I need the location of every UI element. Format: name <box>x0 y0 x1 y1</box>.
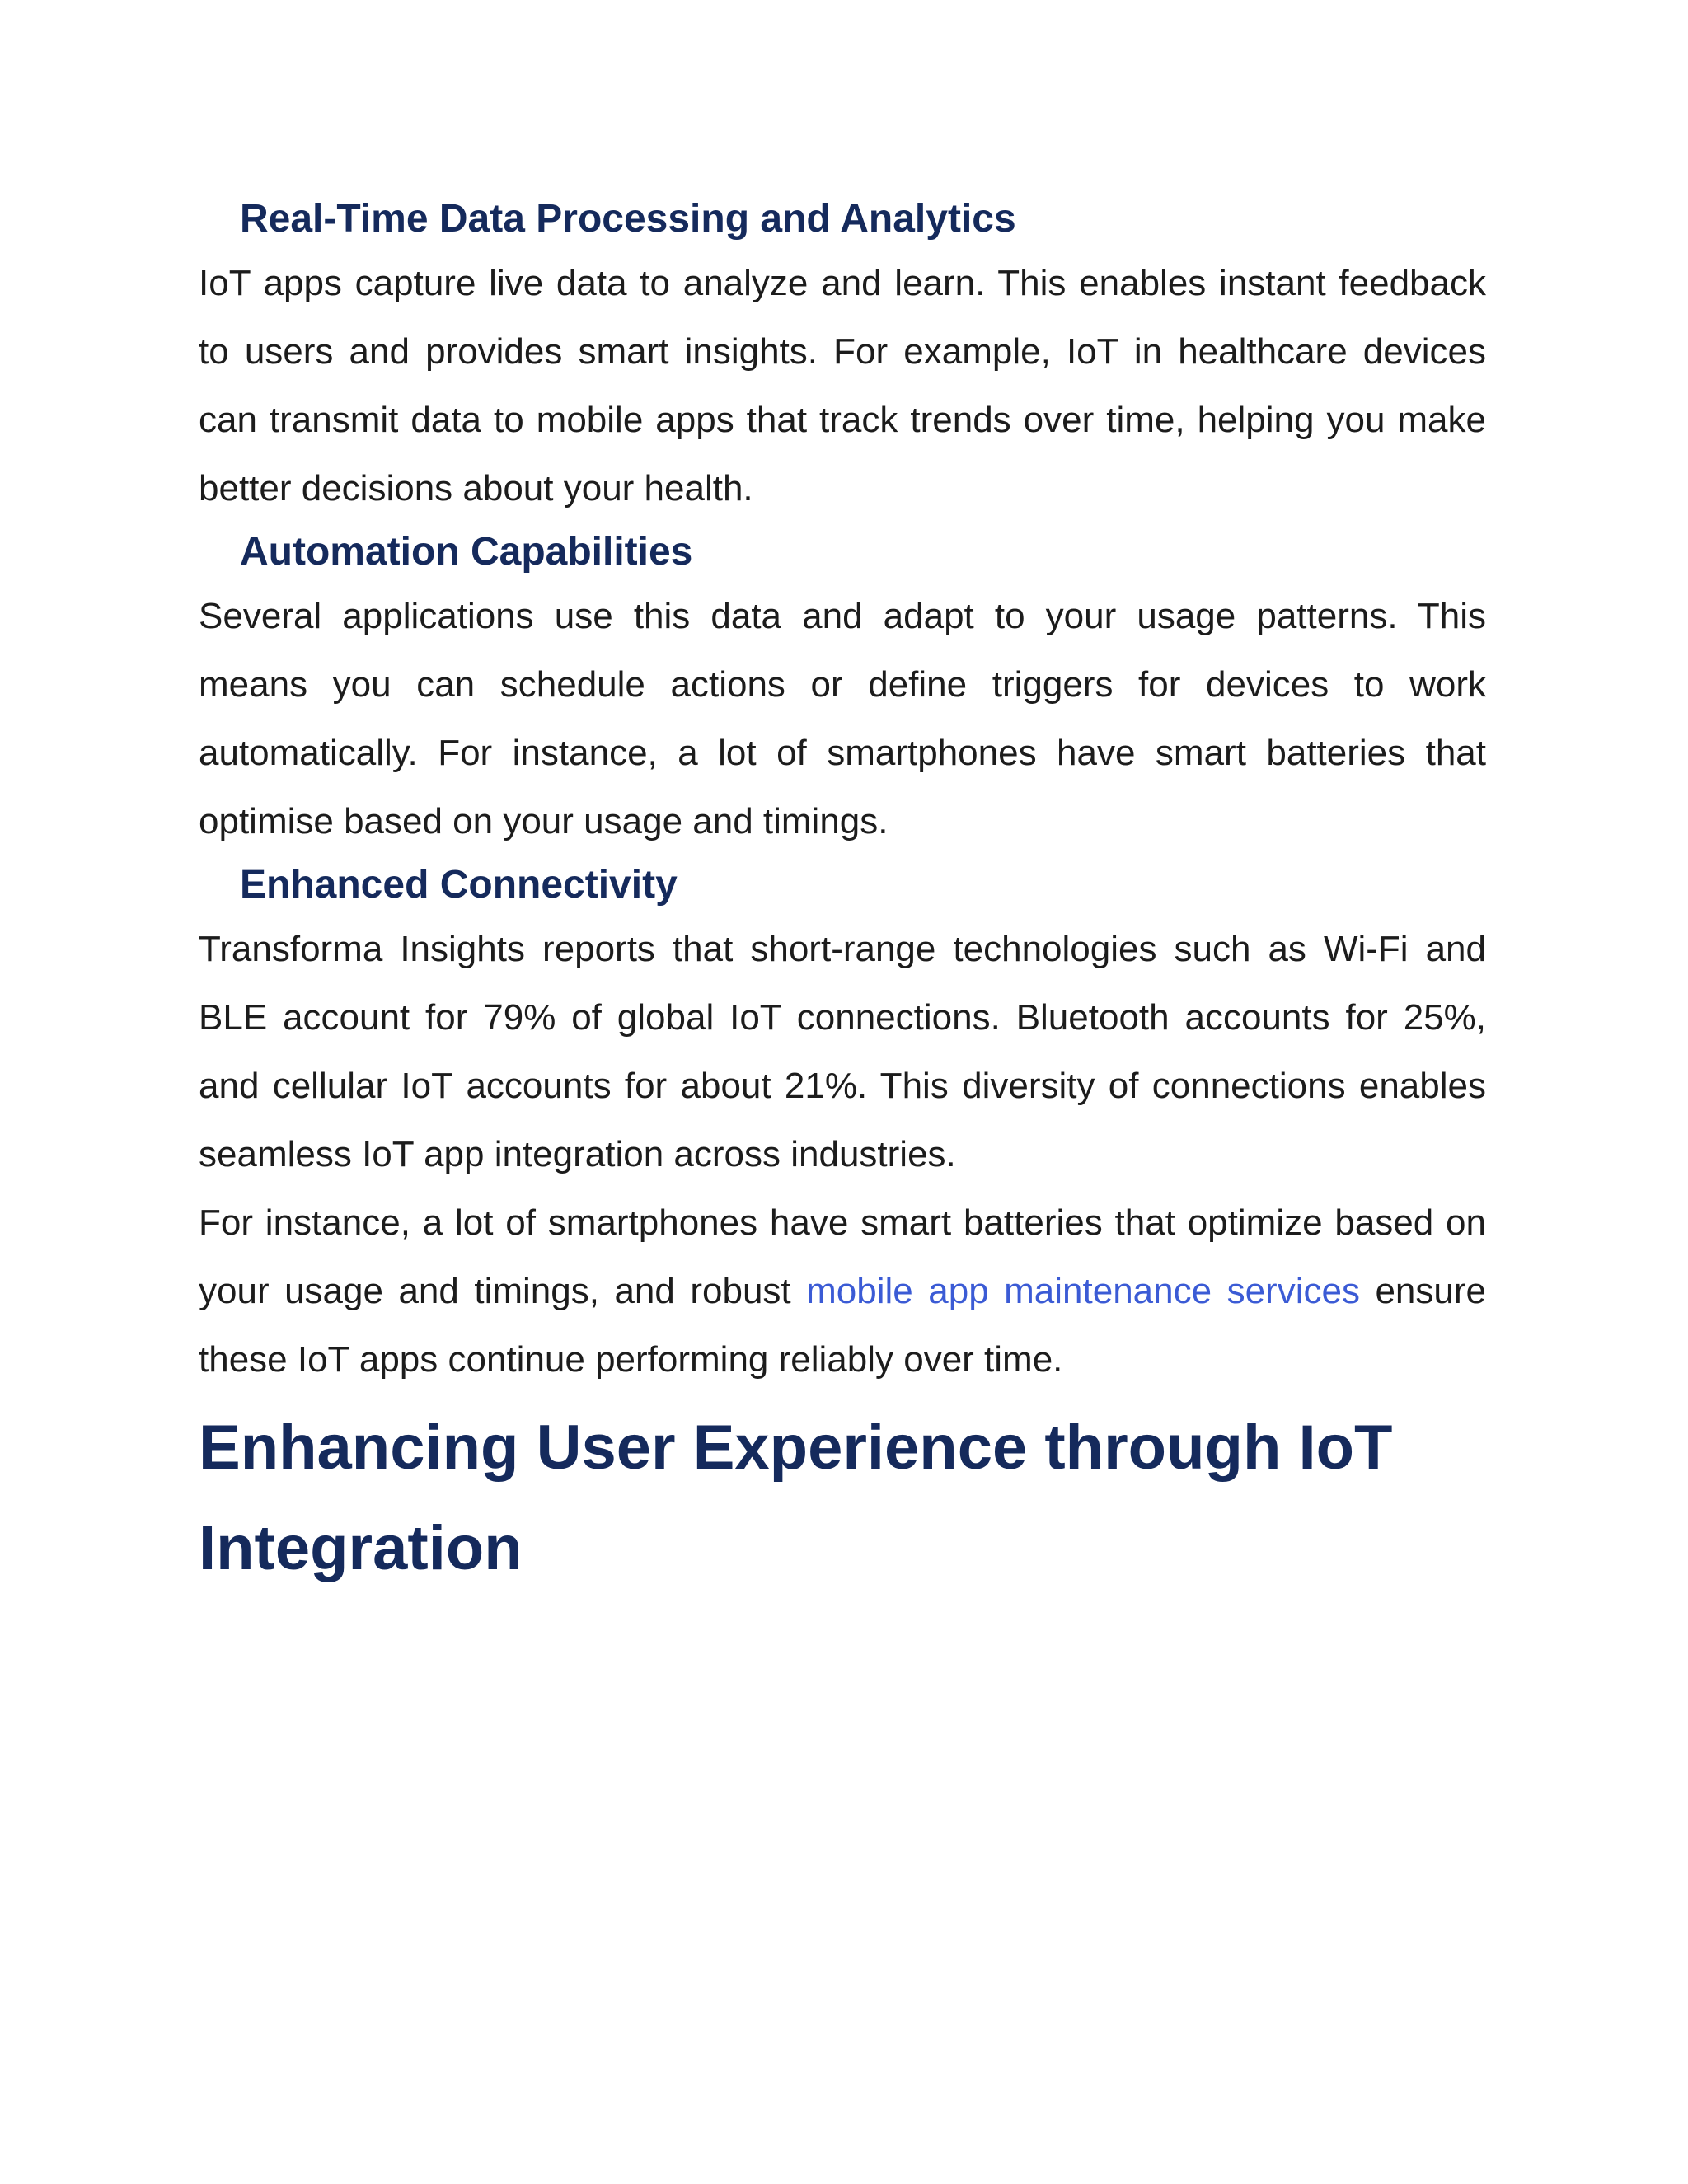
section-paragraph-realtime: IoT apps capture live data to analyze and learn. This enables instant feedback to users and provides smart insights. For example, IoT in healthcare devices can transmit data to mobile apps that track trends over time, helping you make better decisions about your health. <box>199 263 1486 509</box>
section-paragraph-automation: Several applications use this data and adapt to your usage patterns. This means you can schedule actions or define triggers for devices to work automatically. For instance, a lot of smartphones have smart batteries that optimise based on your usage and timings. <box>199 596 1486 841</box>
closing-text-before-link: For instance, a lot of smartphones have smart batteries that optimize based on your usage and timings, and robust <box>199 1202 1486 1311</box>
section-heading-connectivity: Enhanced Connectivity <box>240 863 678 907</box>
closing-paragraph <box>199 1188 1486 1394</box>
section-heading-automation: Automation Capabilities <box>240 530 693 574</box>
section-paragraph-connectivity: Transforma Insights reports that short-range technologies such as Wi-Fi and BLE account for 79% of global IoT connections. Bluetooth accounts for 25%, and cellular IoT accounts for about 21%. This diversity of connections enables seamless IoT app integration across industries. <box>199 929 1486 1174</box>
document-page <box>199 190 1486 1599</box>
main-heading: Enhancing User Experience through IoT Integration <box>199 1413 1393 1583</box>
maintenance-services-link[interactable]: mobile app maintenance services <box>806 1271 1360 1311</box>
closing-text-after-link: ensure these IoT apps continue performing reliably over time. <box>199 1271 1486 1380</box>
section-heading-realtime: Real-Time Data Processing and Analytics <box>240 197 1016 241</box>
